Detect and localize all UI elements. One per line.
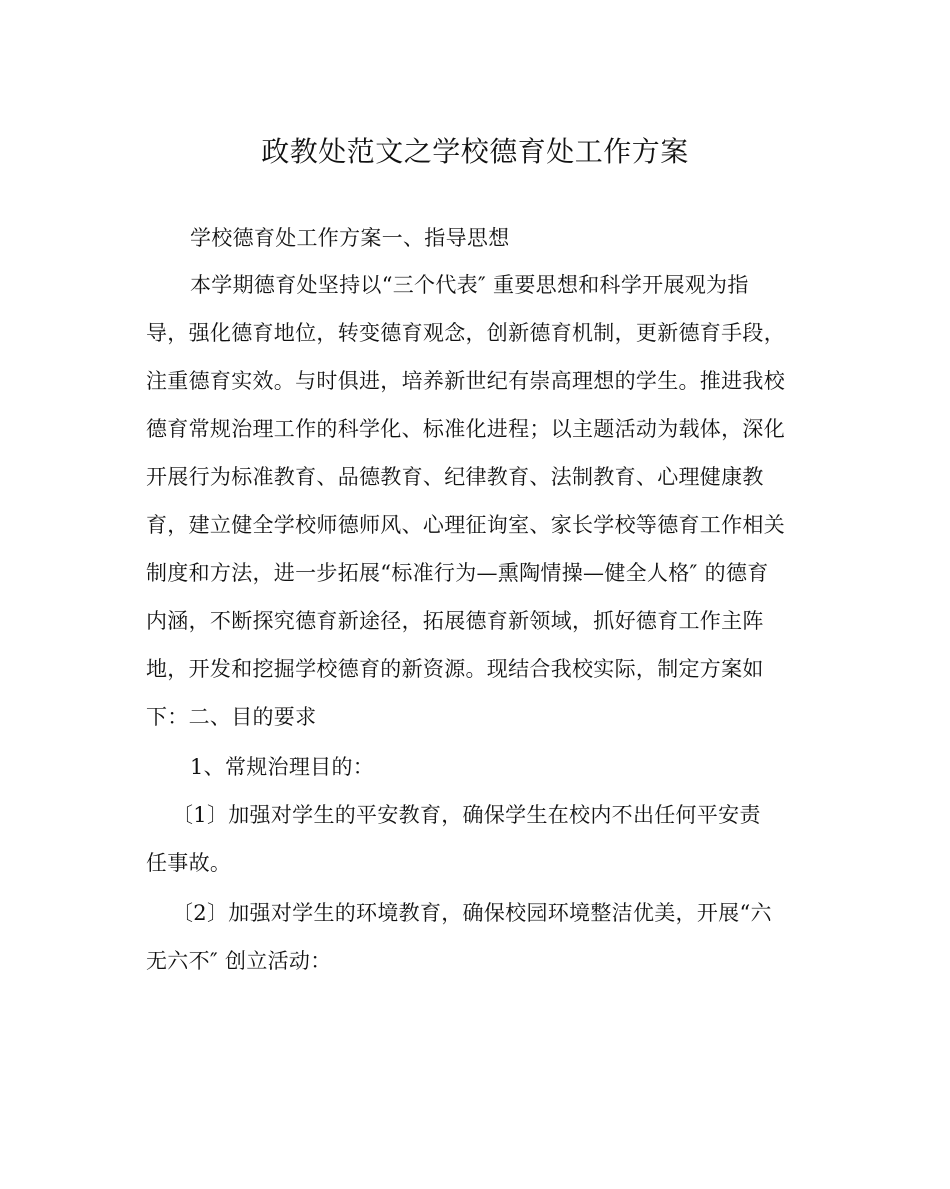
list-item-line: 〔2〕加强对学生的环境教育，确保校园环境整洁优美，开展“六 [172,901,772,925]
paragraph-line: 内涵，不断探究德育新途径，拓展德育新领域，抓好德育工作主阵 [146,609,764,633]
list-item-line: 无六不″ 创立活动： [146,949,332,973]
paragraph-line: 德育常规治理工作的科学化、标准化进程；以主题活动为载体，深化 [146,417,785,441]
list-item-line: 任事故。 [146,851,232,875]
paragraph-line: 下：二、目的要求 [146,705,317,729]
paragraph-line: 开展行为标准教育、品德教育、纪律教育、法制教育、心理健康教 [146,465,764,489]
list-item-line: 〔1〕加强对学生的平安教育，确保学生在校内不出任何平安责 [172,803,761,827]
section-heading-guiding-thought: 学校德育处工作方案一、指导思想 [190,226,510,250]
paragraph-line: 地，开发和挖掘学校德育的新资源。现结合我校实际，制定方案如 [146,657,764,681]
document-title: 政教处范文之学校德育处工作方案 [261,135,689,168]
paragraph-line: 制度和方法，进一步拓展“标准行为—熏陶情操—健全人格″ 的德育 [146,561,769,585]
paragraph-line: 注重德育实效。与时俱进，培养新世纪有崇高理想的学生。推进我校 [146,369,785,393]
list-heading-routine-goals: 1、常规治理目的： [190,755,375,779]
paragraph-line: 导，强化德育地位，转变德育观念，创新德育机制，更新德育手段， [146,321,785,345]
paragraph-line: 本学期德育处坚持以“三个代表″ 重要思想和科学开展观为指 [190,273,749,297]
paragraph-line: 育，建立健全学校师德师风、心理征询室、家长学校等德育工作相关 [146,513,785,537]
